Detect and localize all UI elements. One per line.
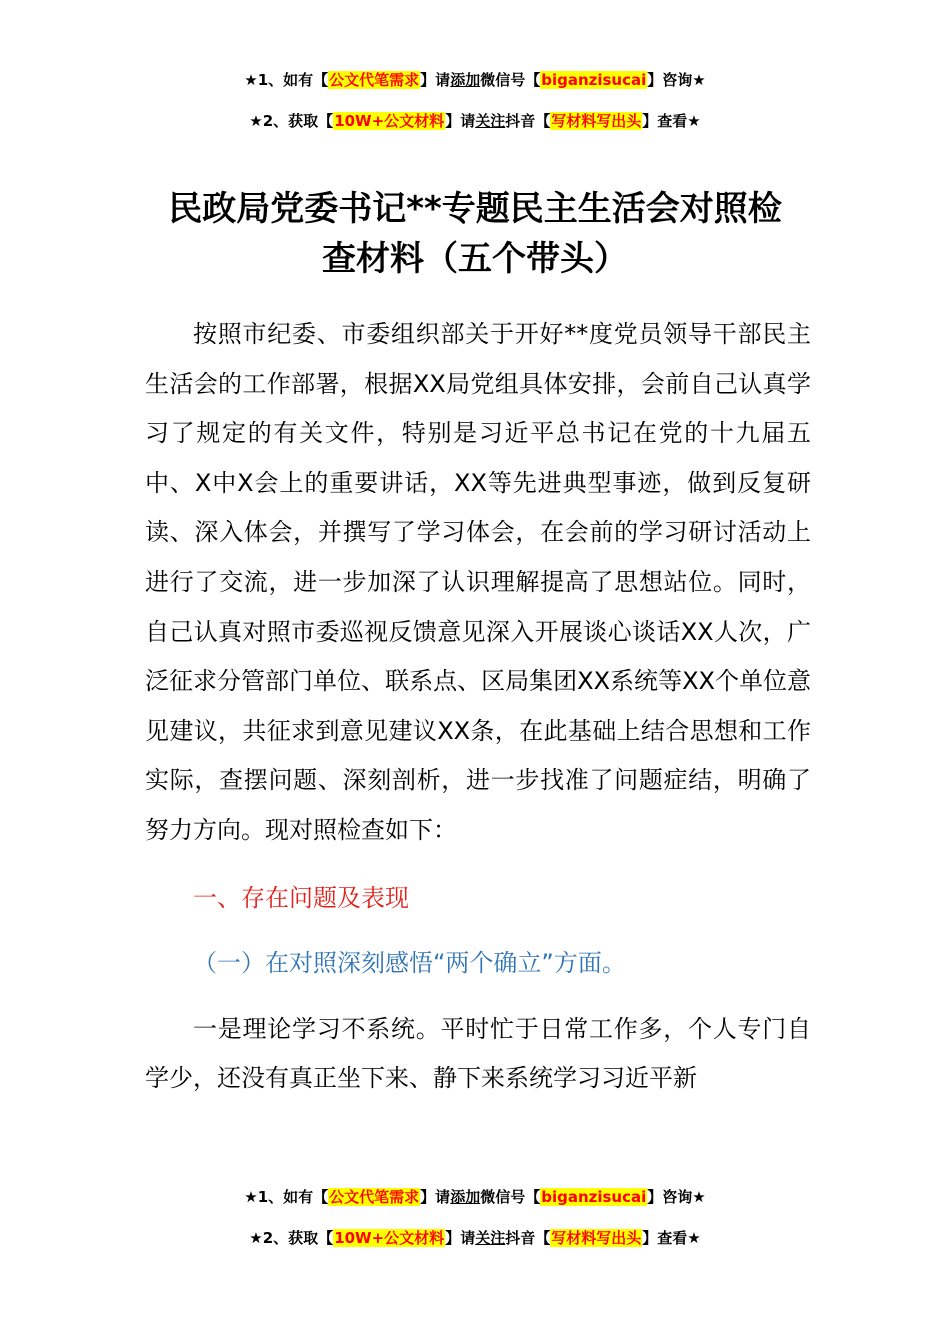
wechat-id: biganzisucai bbox=[541, 71, 647, 89]
section-heading: 一、存在问题及表现 bbox=[193, 883, 409, 912]
douyin-id: 写材料写出头 bbox=[551, 1229, 642, 1247]
document-body bbox=[145, 310, 811, 1104]
banner-line-1: ★1、如有【公文代笔需求】请添加微信号【biganzisucai】咨询★ bbox=[244, 1188, 706, 1206]
top-banner bbox=[0, 68, 950, 133]
douyin-id: 写材料写出头 bbox=[551, 112, 642, 130]
subsection-heading: （一）在对照深刻感悟“两个确立”方面。 bbox=[193, 949, 626, 978]
banner-line-2: ★2、获取【10W+公文材料】请关注抖音【写材料写出头】查看★ bbox=[249, 112, 701, 130]
body-paragraph: 一是理论学习不系统。平时忙于日常工作多，个人专门自学少，还没有真正坐下来、静下来系统学习习近平新 bbox=[145, 1014, 811, 1093]
banner-highlight: 10W+公文材料 bbox=[334, 1229, 445, 1247]
banner-highlight: 10W+公文材料 bbox=[334, 112, 445, 130]
banner-highlight: 公文代笔需求 bbox=[329, 71, 420, 89]
banner-highlight: 公文代笔需求 bbox=[329, 1188, 420, 1206]
banner-line-2: ★2、获取【10W+公文材料】请关注抖音【写材料写出头】查看★ bbox=[249, 1229, 701, 1247]
intro-paragraph: 按照市纪委、市委组织部关于开好**度党员领导干部民主生活会的工作部署，根据XX局党组具体安排，会前自己认真学习了规定的有关文件，特别是习近平总书记在党的十九届五中、X中X会上的重要讲话，XX等先进典型事迹，做到反复研读、深入体会，并撰写了学习体会，在会前的学习研讨活动上进行了交流，进一步加深了认识理解提高了思想站位。同时，自己认真对照市委巡视反馈意见深入开展谈心谈话XX人次，广泛征求分管部门单位、联系点、区局集团XX系统等XX个单位意见建议，共征求到意见建议XX条，在此基础上结合思想和工作实际，查摆问题、深刻剖析，进一步找准了问题症结，明确了努力方向。现对照检查如下： bbox=[145, 320, 811, 844]
document-title: 民政局党委书记**专题民主生活会对照检 查材料（五个带头） bbox=[168, 189, 782, 279]
wechat-id: biganzisucai bbox=[541, 1188, 647, 1206]
banner-line-1: ★1、如有【公文代笔需求】请添加微信号【biganzisucai】咨询★ bbox=[244, 71, 706, 89]
bottom-banner bbox=[0, 1185, 950, 1250]
